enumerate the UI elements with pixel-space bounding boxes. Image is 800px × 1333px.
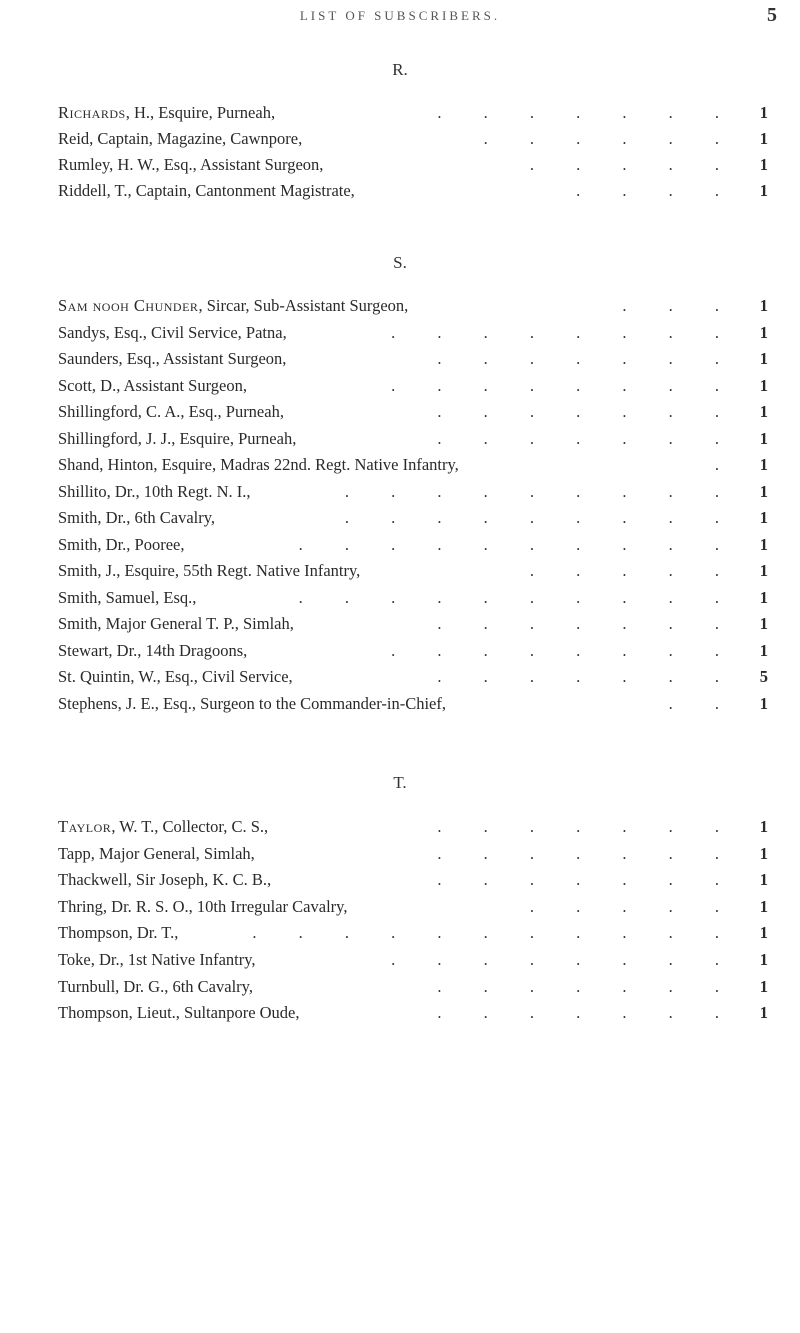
subscriber-surname: Sam nooh Chunder xyxy=(58,296,199,315)
subscriber-name xyxy=(58,1002,300,1024)
subscriber-entry xyxy=(58,1002,768,1024)
leader-dots: . . . . . xyxy=(529,155,738,174)
subscriber-name xyxy=(58,693,446,715)
subscriber-details: Stephens, J. E., Esq., Surgeon to the Commander-in-Chief, xyxy=(58,693,446,713)
subscriber-name xyxy=(58,102,275,124)
subscriber-name xyxy=(58,976,253,998)
subscriber-details: Thompson, Lieut., Sultanpore Oude, xyxy=(58,1003,300,1023)
subscriber-details: Thackwell, Sir Joseph, K. C. B., xyxy=(58,870,272,890)
subscriber-surname: Taylor xyxy=(58,817,112,836)
subscriber-name xyxy=(58,949,256,971)
running-title: LIST OF SUBSCRIBERS. xyxy=(299,8,501,23)
subscriber-name xyxy=(58,180,355,202)
leader-dots: . . . . . . . xyxy=(437,817,738,836)
subscriber-details: Thompson, Dr. T., xyxy=(58,923,179,943)
section-letter: R. xyxy=(392,60,408,79)
copies-count: 1 xyxy=(759,870,768,890)
subscriber-details: Smith, Dr., 6th Cavalry, xyxy=(58,508,216,527)
copies-count: 1 xyxy=(759,896,768,916)
subscriber-name xyxy=(58,375,247,397)
subscriber-details: Stewart, Dr., 14th Dragoons, xyxy=(58,640,248,660)
copies-count: 1 xyxy=(759,155,768,174)
leader-dots: . . . . . . . xyxy=(437,614,738,633)
subscriber-entry xyxy=(58,949,768,971)
copies-count: 1 xyxy=(759,923,768,943)
leader-dots: . . . . . xyxy=(529,896,738,916)
subscriber-name xyxy=(58,428,296,450)
leader-dots: . . . . . . . . xyxy=(391,950,738,969)
subscriber-surname: Richards xyxy=(58,103,126,122)
leader-dots: . . . . . . . xyxy=(437,1003,738,1023)
subscriber-name xyxy=(58,507,215,529)
subscriber-name xyxy=(58,613,294,635)
copies-count: 1 xyxy=(759,614,768,633)
subscriber-details: Toke, Dr., 1st Native Infantry, xyxy=(58,950,256,969)
subscriber-entry xyxy=(58,348,768,370)
subscriber-details: Shand, Hinton, Esquire, Madras 22nd. Regt. Native Infantry, xyxy=(58,455,459,474)
leader-dots: . . . . . . . xyxy=(437,349,738,368)
copies-count: 1 xyxy=(759,534,768,554)
leader-dots: . . . . . . . xyxy=(437,976,738,996)
subscriber-name xyxy=(58,154,323,176)
subscriber-details: Scott, D., Assistant Surgeon, xyxy=(58,375,248,395)
subscriber-details: Turnbull, Dr. G., 6th Cavalry, xyxy=(58,976,253,996)
subscriber-entry xyxy=(58,154,768,176)
subscriber-details: Reid, Captain, Magazine, Cawnpore, xyxy=(58,129,303,148)
running-head xyxy=(0,4,800,34)
section-letter: T. xyxy=(393,773,407,792)
leader-dots: . . . . xyxy=(576,181,738,200)
leader-dots: . . . . . . . . . . xyxy=(298,587,738,607)
subscriber-entry xyxy=(58,102,768,124)
copies-count: 1 xyxy=(759,181,768,200)
subscriber-entry xyxy=(58,128,768,150)
subscriber-details: Smith, Dr., Pooree, xyxy=(58,534,185,554)
copies-count: 1 xyxy=(759,843,768,863)
subscriber-details: , W. T., Collector, C. S., xyxy=(111,817,269,836)
subscriber-entry xyxy=(58,481,768,503)
copies-count: 1 xyxy=(759,817,768,836)
subscriber-name xyxy=(58,560,360,582)
subscriber-details: Riddell, T., Captain, Cantonment Magistrate, xyxy=(58,181,355,200)
subscriber-name xyxy=(58,322,287,344)
subscriber-name xyxy=(58,640,247,662)
leader-dots: . . . . . . . . . xyxy=(344,508,738,527)
subscriber-name xyxy=(58,843,255,865)
section-letter: S. xyxy=(393,253,407,272)
subscriber-name xyxy=(58,896,347,918)
subscriber-details: St. Quintin, W., Esq., Civil Service, xyxy=(58,667,293,686)
leader-dots: . . . . . xyxy=(529,561,738,580)
subscriber-name xyxy=(58,869,271,891)
leader-dots: . . . . . . . . xyxy=(391,375,738,395)
copies-count: 1 xyxy=(759,296,768,315)
subscriber-entry xyxy=(58,640,768,662)
subscriber-entry xyxy=(58,560,768,582)
subscriber-entry xyxy=(58,295,768,317)
subscriber-details: Saunders, Esq., Assistant Surgeon, xyxy=(58,349,287,368)
subscriber-entry xyxy=(58,843,768,865)
subscriber-details: , Sircar, Sub-Assistant Surgeon, xyxy=(198,296,409,315)
copies-count: 1 xyxy=(759,561,768,580)
copies-count: 1 xyxy=(759,455,768,474)
leader-dots: . . . . . . . . . xyxy=(344,481,738,501)
subscriber-name xyxy=(58,587,196,609)
subscriber-name xyxy=(58,481,251,503)
copies-count: 1 xyxy=(759,1003,768,1023)
leader-dots: . . . . . . . xyxy=(437,428,738,448)
leader-dots: . xyxy=(714,455,738,474)
subscriber-details: Tapp, Major General, Simlah, xyxy=(58,843,255,863)
leader-dots: . . xyxy=(668,693,738,713)
copies-count: 1 xyxy=(759,402,768,421)
subscriber-entry xyxy=(58,976,768,998)
subscriber-entry xyxy=(58,613,768,635)
copies-count: 1 xyxy=(759,322,768,342)
subscriber-name xyxy=(58,816,268,838)
subscriber-entry xyxy=(58,666,768,688)
leader-dots: . . . . . . . . xyxy=(391,640,738,660)
subscriber-details: Smith, J., Esquire, 55th Regt. Native Infantry, xyxy=(58,561,361,580)
subscriber-details: Shillito, Dr., 10th Regt. N. I., xyxy=(58,481,251,501)
subscriber-name xyxy=(58,295,408,317)
subscriber-entry xyxy=(58,693,768,715)
subscriber-name xyxy=(58,348,286,370)
subscriber-details: , H., Esquire, Purneah, xyxy=(125,103,276,122)
copies-count: 1 xyxy=(759,693,768,713)
subscriber-name xyxy=(58,666,293,688)
subscriber-entry xyxy=(58,507,768,529)
leader-dots: . . . . . . . . xyxy=(391,322,738,342)
subscriber-details: Shillingford, C. A., Esq., Purneah, xyxy=(58,402,284,421)
subscriber-entry xyxy=(58,454,768,476)
leader-dots: . . . . . . . . . . . xyxy=(252,923,738,943)
subscriber-entry xyxy=(58,401,768,423)
subscriber-name xyxy=(58,454,459,476)
copies-count: 1 xyxy=(759,508,768,527)
copies-count: 1 xyxy=(759,428,768,448)
subscriber-entry xyxy=(58,428,768,450)
subscriber-entry xyxy=(58,322,768,344)
leader-dots: . . . . . . . xyxy=(437,402,738,421)
leader-dots: . . . . . . . xyxy=(437,843,738,863)
copies-count: 1 xyxy=(759,349,768,368)
subscriber-details: Smith, Major General T. P., Simlah, xyxy=(58,614,294,633)
subscriber-name xyxy=(58,534,185,556)
copies-count: 1 xyxy=(759,129,768,148)
subscriber-entry xyxy=(58,896,768,918)
copies-count: 1 xyxy=(759,640,768,660)
subscriber-details: Thring, Dr. R. S. O., 10th Irregular Cavalry, xyxy=(58,896,348,916)
copies-count: 1 xyxy=(759,103,768,122)
subscriber-details: Smith, Samuel, Esq., xyxy=(58,587,197,607)
leader-dots: . . . . . . . xyxy=(437,667,738,686)
subscriber-name xyxy=(58,922,178,944)
copies-count: 1 xyxy=(759,950,768,969)
leader-dots: . . . xyxy=(622,296,738,315)
subscriber-name xyxy=(58,128,302,150)
leader-dots: . . . . . . . xyxy=(437,870,738,890)
copies-count: 1 xyxy=(759,587,768,607)
subscriber-name xyxy=(58,401,284,423)
leader-dots: . . . . . . . xyxy=(437,103,738,122)
subscriber-entry xyxy=(58,534,768,556)
copies-count: 1 xyxy=(759,481,768,501)
subscriber-entry xyxy=(58,180,768,202)
page-number: 5 xyxy=(767,4,777,26)
subscriber-entry xyxy=(58,375,768,397)
leader-dots: . . . . . . . . . . xyxy=(298,534,738,554)
copies-count: 1 xyxy=(759,976,768,996)
subscriber-entry xyxy=(58,587,768,609)
copies-count: 1 xyxy=(759,375,768,395)
subscriber-details: Shillingford, J. J., Esquire, Purneah, xyxy=(58,428,297,448)
subscriber-entry xyxy=(58,869,768,891)
copies-count: 5 xyxy=(759,667,768,686)
subscriber-entry xyxy=(58,922,768,944)
subscriber-details: Rumley, H. W., Esq., Assistant Surgeon, xyxy=(58,155,324,174)
subscriber-details: Sandys, Esq., Civil Service, Patna, xyxy=(58,322,287,342)
leader-dots: . . . . . . xyxy=(483,129,738,148)
subscriber-entry xyxy=(58,816,768,838)
